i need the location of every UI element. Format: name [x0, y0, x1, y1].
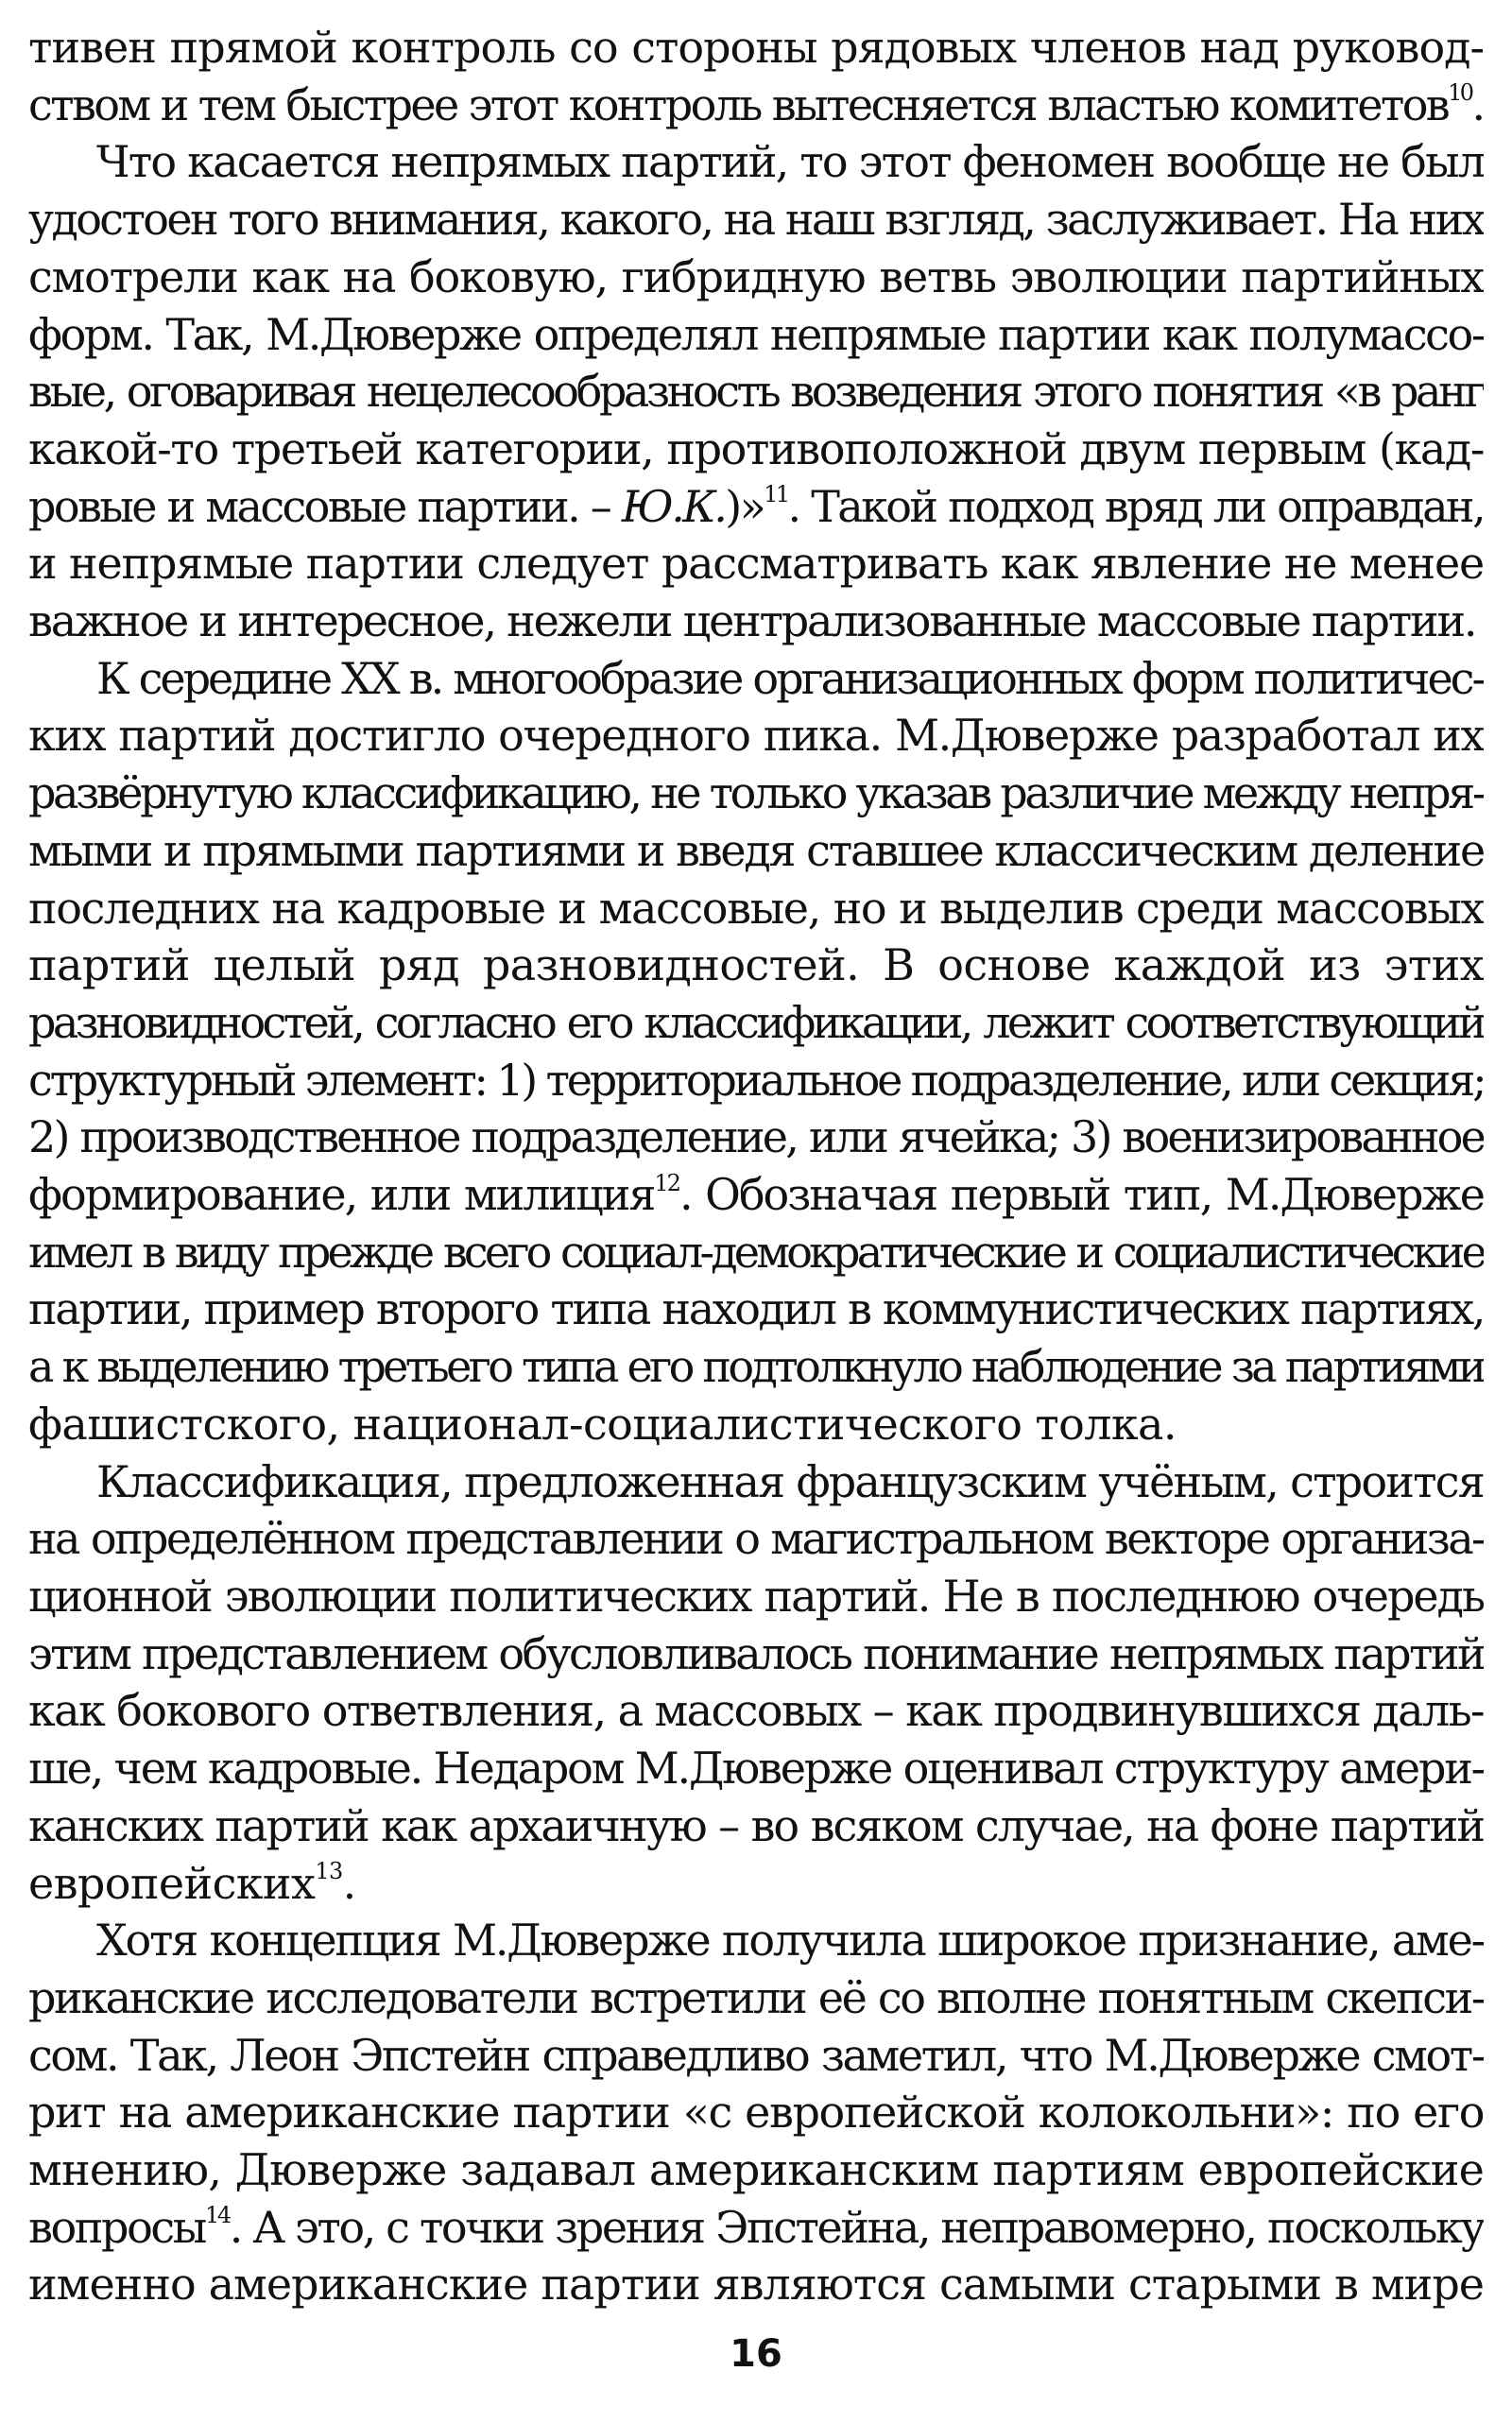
- line-text: рит на американские партии «с европейской колокольни»: по его: [28, 2087, 1484, 2139]
- line-text-after-footnote: . Обозначая первый тип, М.Дюверже: [679, 1169, 1484, 1221]
- text-line: [28, 1625, 1484, 1683]
- line-text: на определённом представлении о магистральном векторе организа-: [28, 1513, 1484, 1565]
- footnote-reference[interactable]: 10: [1448, 79, 1472, 107]
- paragraph: [28, 650, 1484, 1453]
- text-line: [28, 77, 1484, 134]
- line-text: а к выделению третьего типа его подтолкнуло наблюдение за партиями: [28, 1341, 1484, 1393]
- text-line: [28, 249, 1484, 306]
- line-text: ких партий достигло очередного пика. М.Дюверже разработал их: [28, 710, 1484, 762]
- line-text: удостоен того внимания, какого, на наш взгляд, заслуживает. На них: [28, 194, 1484, 246]
- text-line: [28, 535, 1484, 593]
- text-line: [28, 1568, 1484, 1625]
- line-text: развёрнутую классификацию, не только указав различие между непря-: [28, 767, 1484, 819]
- text-line: [28, 19, 1484, 77]
- line-text: сом. Так, Леон Эпстейн справедливо заметил, что М.Дюверже смот-: [28, 2029, 1484, 2081]
- line-text: партии, пример второго типа находил в коммунистических партиях,: [28, 1283, 1484, 1335]
- text-line: [28, 937, 1484, 994]
- text-line: [28, 363, 1484, 421]
- line-text: какой-то третьей категории, противоположной двум первым (кад-: [28, 422, 1484, 474]
- text-line: [28, 707, 1484, 765]
- line-text: партий целый ряд разновидностей. В основе каждой из этих: [28, 939, 1484, 991]
- line-text: фашистского, национал-социалистического толка.: [28, 1398, 1177, 1450]
- text-line: [28, 1280, 1484, 1338]
- text-line: [28, 1740, 1484, 1797]
- page-number: 16: [730, 2332, 782, 2376]
- text-line: [28, 1510, 1484, 1568]
- line-text: как бокового ответвления, а массовых – как продвинувшихся даль-: [28, 1685, 1484, 1737]
- text-line: [28, 133, 1484, 191]
- paragraph: [28, 1912, 1484, 2313]
- line-text: европейских: [28, 1857, 316, 1909]
- text-line: [28, 765, 1484, 822]
- text-line: [28, 1912, 1484, 1969]
- line-text: форм. Так, М.Дюверже определял непрямые партии как полумассо-: [28, 308, 1484, 360]
- line-text: смотрели как на боковую, гибридную ветвь эволюции партийных: [28, 250, 1484, 302]
- text-line: [28, 1224, 1484, 1281]
- text-line: [28, 2199, 1484, 2257]
- line-text-after-footnote: . А это, с точки зрения Эпстейна, неправомерно, поскольку: [229, 2201, 1484, 2253]
- text-line: [28, 478, 1484, 536]
- text-line: [28, 994, 1484, 1052]
- line-text: 2) производственное подразделение, или ячейка; 3) военизированное: [28, 1111, 1484, 1163]
- text-line: [28, 306, 1484, 364]
- line-text: мнению, Дюверже задавал американским партиям европейские: [28, 2144, 1484, 2196]
- text-line: [28, 650, 1484, 708]
- text-line: [28, 1453, 1484, 1511]
- footnote-reference[interactable]: 13: [315, 1858, 343, 1885]
- text-line: [28, 2256, 1484, 2313]
- text-line: [28, 1969, 1484, 2027]
- line-text: тивен прямой контроль со стороны рядовых членов над руковод-: [28, 22, 1484, 73]
- text-line: [28, 191, 1484, 249]
- text-line: [28, 2084, 1484, 2141]
- text-line: [28, 1797, 1484, 1855]
- text-line: [28, 1682, 1484, 1740]
- book-page-text: [28, 19, 1484, 2315]
- text-line: [28, 1855, 1484, 1913]
- line-text: имел в виду прежде всего социал-демократические и социалистические: [28, 1226, 1484, 1278]
- line-text-after-footnote: .: [342, 1857, 356, 1909]
- text-line: [28, 1108, 1484, 1166]
- text-line: [28, 822, 1484, 880]
- line-text: разновидностей, согласно его классификации, лежит соответствующий: [28, 996, 1484, 1048]
- footnote-reference[interactable]: 14: [204, 2202, 230, 2229]
- line-text: ровые и массовые партии. –: [28, 480, 622, 532]
- line-text: канских партий как архаичную – во всяком случае, на фоне партий: [28, 1799, 1484, 1851]
- line-text: риканские исследователи встретили её со вполне понятным скепси-: [28, 1971, 1484, 2023]
- text-line: [28, 421, 1484, 478]
- text-line: [28, 1396, 1484, 1453]
- line-text: этим представлением обусловливалось понимание непрямых партий: [28, 1627, 1484, 1679]
- line-text: Хотя концепция М.Дюверже получила широкое признание, аме-: [96, 1915, 1484, 1967]
- line-text: важное и интересное, нежели централизованные массовые партии.: [28, 595, 1476, 647]
- line-text: Классификация, предложенная французским учёным, строится: [96, 1455, 1484, 1507]
- line-text: Что касается непрямых партий, то этот феномен вообще не был: [96, 136, 1484, 188]
- footnote-reference[interactable]: 11: [764, 481, 788, 508]
- text-line: [28, 2027, 1484, 2085]
- paragraph: [28, 1453, 1484, 1913]
- line-text: ше, чем кадровые. Недаром М.Дюверже оценивал структуру амери-: [28, 1743, 1484, 1795]
- closing-quote: )»: [725, 480, 765, 532]
- text-line: [28, 2141, 1484, 2199]
- line-text: вые, оговаривая нецелесообразность возведения этого понятия «в ранг: [28, 366, 1484, 418]
- line-text-after-footnote: .: [1471, 78, 1484, 130]
- line-text: последних на кадровые и массовые, но и выделив среди массовых: [28, 882, 1484, 934]
- line-text: именно американские партии являются самыми старыми в мире: [28, 2259, 1484, 2311]
- line-text: ционной эволюции политических партий. Не в последнюю очередь: [28, 1570, 1484, 1622]
- footnote-reference[interactable]: 12: [654, 1169, 679, 1196]
- paragraph: [28, 133, 1484, 649]
- line-text: мыми и прямыми партиями и введя ставшее классическим деление: [28, 824, 1484, 876]
- text-line: [28, 1052, 1484, 1109]
- line-text-after-footnote: . Такой подход вряд ли оправдан,: [787, 480, 1484, 532]
- line-text: вопросы: [28, 2201, 205, 2253]
- paragraph: [28, 19, 1484, 133]
- line-text: К середине XX в. многообразие организационных форм политичес-: [96, 652, 1484, 704]
- text-line: [28, 1166, 1484, 1224]
- line-text: ством и тем быстрее этот контроль вытесняется властью комитетов: [28, 78, 1449, 130]
- text-line: [28, 593, 1484, 650]
- line-text: формирование, или милиция: [28, 1169, 655, 1221]
- line-text: структурный элемент: 1) территориальное подразделение, или секция;: [28, 1054, 1484, 1106]
- text-line: [28, 1338, 1484, 1396]
- text-line: [28, 880, 1484, 937]
- author-initials: Ю.К.: [621, 480, 726, 532]
- line-text: и непрямые партии следует рассматривать как явление не менее: [28, 538, 1484, 590]
